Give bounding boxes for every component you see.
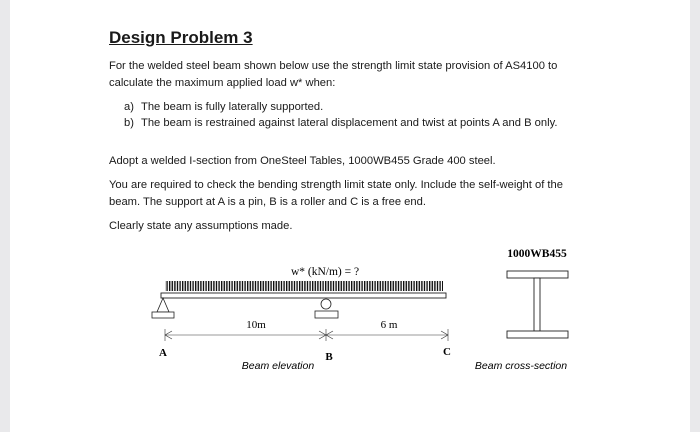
roller-support-b	[315, 299, 338, 318]
list-item: b) The beam is restrained against lateral displacement and twist at points A and B only.	[124, 117, 558, 129]
point-c-label: C	[443, 346, 451, 358]
dimension-line	[165, 329, 448, 341]
span-ab-label: 10m	[246, 319, 266, 331]
adopt-paragraph: Adopt a welded I-section from OneSteel Tables, 1000WB455 Grade 400 steel.	[109, 155, 496, 167]
check-paragraph: You are required to check the bending strength limit state only. Include the self-weight of the beam. The support at A is a pin, B is a roller and C is a free end.	[109, 179, 563, 208]
load-label: w* (kN/m) = ?	[290, 266, 360, 278]
i-section-drawing	[507, 271, 568, 338]
span-bc-label: 6 m	[380, 319, 398, 331]
point-a-label: A	[159, 347, 167, 359]
elevation-caption: Beam elevation	[241, 360, 315, 372]
section-caption: Beam cross-section	[474, 360, 568, 372]
distributed-load	[165, 281, 443, 291]
section-label: 1000WB455	[507, 248, 567, 260]
assumptions-paragraph: Clearly state any assumptions made.	[109, 220, 293, 232]
list-item: a) The beam is fully laterally supported.	[124, 101, 324, 113]
beam-elevation	[161, 293, 446, 298]
page-title: Design Problem 3	[109, 28, 253, 47]
intro-paragraph: For the welded steel beam shown below use the strength limit state provision of AS4100 to calculate the maximum applied load w* when:	[109, 60, 558, 89]
pin-support-a	[152, 298, 174, 318]
point-b-label: B	[325, 351, 333, 363]
